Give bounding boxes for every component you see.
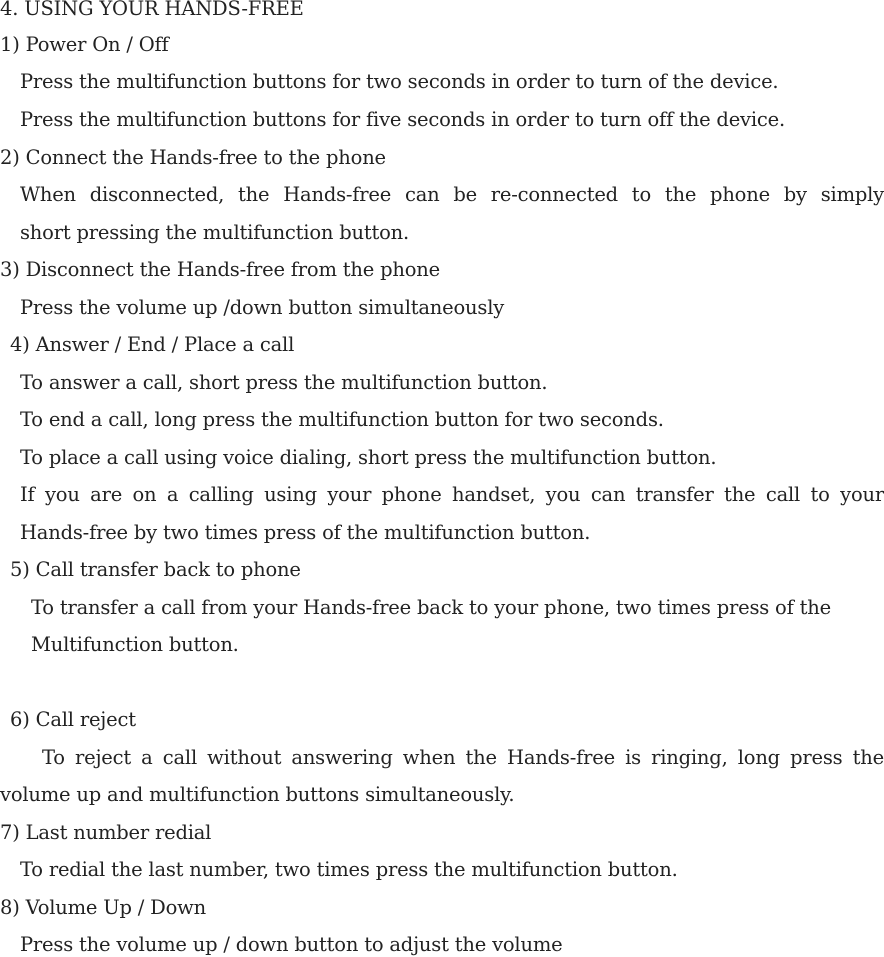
section-title: 4. USING YOUR HANDS-FREE: [0, 0, 304, 20]
item-text-connect-2: short pressing the multifunction button.: [20, 221, 410, 244]
item-text-connect-1: When disconnected, the Hands-free can be re-connected to the phone by simply: [20, 183, 884, 206]
item-heading-connect: 2) Connect the Hands-free to the phone: [0, 146, 386, 169]
item-text-power-1: Press the multifunction buttons for two seconds in order to turn of the device.: [20, 70, 779, 93]
item-text-power-2: Press the multifunction buttons for five seconds in order to turn off the device.: [20, 108, 785, 131]
item-text-transfer-2: Multifunction button.: [31, 633, 239, 656]
item-heading-power: 1) Power On / Off: [0, 33, 169, 56]
item-text-volume-1: Press the volume up / down button to adjust the volume: [20, 933, 563, 956]
item-text-disconnect-1: Press the volume up /down button simultaneously: [20, 296, 505, 319]
item-text-call-3: To place a call using voice dialing, short press the multifunction button.: [20, 446, 717, 469]
item-text-call-4: If you are on a calling using your phone handset, you can transfer the call to your: [20, 483, 884, 506]
item-heading-transfer: 5) Call transfer back to phone: [10, 558, 301, 581]
item-text-call-5: Hands-free by two times press of the multifunction button.: [20, 521, 591, 544]
item-text-reject-1: To reject a call without answering when the Hands-free is ringing, long press the: [42, 746, 884, 769]
item-heading-redial: 7) Last number redial: [0, 821, 212, 844]
item-heading-volume: 8) Volume Up / Down: [0, 896, 206, 919]
item-text-reject-2: volume up and multifunction buttons simultaneously.: [0, 783, 515, 806]
item-heading-reject: 6) Call reject: [10, 708, 136, 731]
item-text-redial-1: To redial the last number, two times press the multifunction button.: [20, 858, 678, 881]
item-text-call-2: To end a call, long press the multifunction button for two seconds.: [20, 408, 664, 431]
item-text-call-1: To answer a call, short press the multifunction button.: [20, 371, 548, 394]
item-heading-disconnect: 3) Disconnect the Hands-free from the phone: [0, 258, 440, 281]
item-heading-call: 4) Answer / End / Place a call: [10, 333, 295, 356]
item-text-transfer-1: To transfer a call from your Hands-free back to your phone, two times press of the: [31, 596, 831, 619]
